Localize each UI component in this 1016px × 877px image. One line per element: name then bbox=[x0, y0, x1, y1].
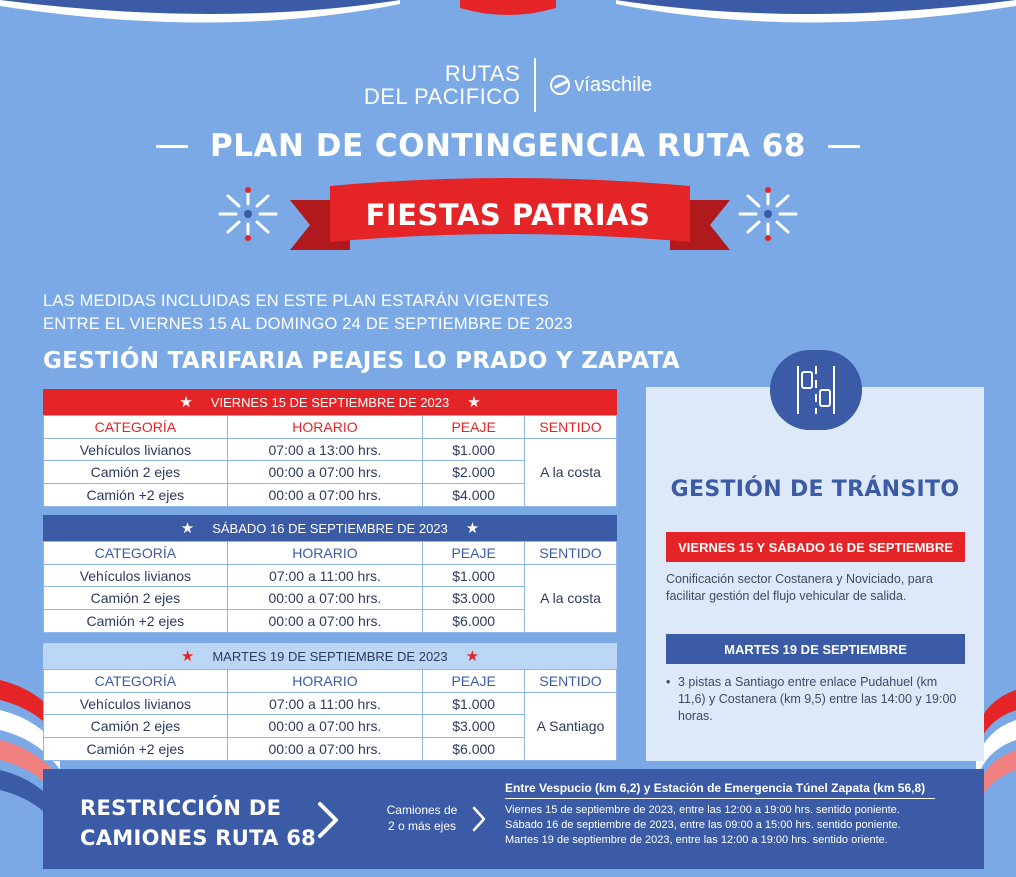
tariff-table-saturday bbox=[43, 515, 617, 633]
col-header-horario: HORARIO bbox=[227, 416, 423, 439]
table-date-header bbox=[43, 643, 617, 669]
firework-icon-right bbox=[734, 186, 802, 242]
col-header-horario: HORARIO bbox=[227, 542, 423, 565]
restriction-item: Martes 19 de septiembre de 2023, entre las 12:00 a 19:00 hrs. sentido oriente. bbox=[505, 834, 888, 846]
transit-block-1-title: VIERNES 15 Y SÁBADO 16 DE SEPTIEMBRE bbox=[666, 532, 965, 562]
title-dash-left bbox=[156, 145, 188, 148]
logo-divider bbox=[534, 58, 536, 112]
cell-category: Camión +2 ejes bbox=[44, 610, 228, 633]
chevron-right-icon bbox=[472, 806, 486, 832]
cell-schedule: 00:00 a 07:00 hrs. bbox=[227, 738, 423, 761]
banner-title: FIESTAS PATRIAS bbox=[365, 198, 651, 232]
star-icon: ★ bbox=[180, 648, 195, 665]
logo-text bbox=[364, 62, 520, 108]
cell-toll: $6.000 bbox=[423, 610, 525, 633]
restriction-heading: Entre Vespucio (km 6,2) y Estación de Emergencia Túnel Zapata (km 56,8) bbox=[505, 781, 926, 795]
restriction-sub-line-2: 2 o más ejes bbox=[387, 819, 457, 833]
table-row bbox=[44, 438, 617, 461]
tariff-table bbox=[43, 415, 617, 507]
star-icon: ★ bbox=[467, 394, 481, 411]
logo-line-2: DEL PACIFICO bbox=[363, 84, 521, 109]
cell-toll: $6.000 bbox=[423, 738, 525, 761]
cell-schedule: 00:00 a 07:00 hrs. bbox=[227, 610, 423, 633]
col-header-peaje: PEAJE bbox=[423, 542, 525, 565]
cell-toll: $4.000 bbox=[423, 484, 525, 507]
cell-schedule: 07:00 a 13:00 hrs. bbox=[227, 438, 423, 461]
restriction-title-line-2: CAMIONES RUTA 68 bbox=[80, 826, 317, 850]
tariff-table-friday bbox=[43, 389, 617, 507]
col-header-categoria: CATEGORÍA bbox=[44, 670, 228, 693]
cell-category: Camión 2 ejes bbox=[44, 715, 228, 738]
tariff-table bbox=[43, 669, 617, 761]
col-header-sentido: SENTIDO bbox=[525, 542, 617, 565]
restriction-sub-line-1: Camiones de bbox=[386, 803, 458, 817]
logo-line-1: RUTAS bbox=[444, 61, 521, 86]
intro-text bbox=[43, 290, 573, 336]
chevron-right-icon bbox=[316, 800, 340, 840]
cell-toll: $3.000 bbox=[423, 715, 525, 738]
col-header-sentido: SENTIDO bbox=[525, 670, 617, 693]
restriction-list bbox=[505, 803, 901, 848]
transit-block-2-title: MARTES 19 DE SEPTIEMBRE bbox=[666, 634, 965, 664]
cell-category: Vehículos livianos bbox=[44, 438, 228, 461]
page-title-row bbox=[0, 128, 1016, 164]
col-header-sentido: SENTIDO bbox=[525, 416, 617, 439]
col-header-peaje: PEAJE bbox=[423, 416, 525, 439]
table-date: SÁBADO 16 DE SEPTIEMBRE DE 2023 bbox=[212, 520, 448, 536]
cell-category: Camión 2 ejes bbox=[44, 461, 228, 484]
cell-category: Vehículos livianos bbox=[44, 564, 228, 587]
restriction-title bbox=[80, 793, 316, 853]
bunting-decoration bbox=[0, 0, 1016, 40]
transit-block-2-item bbox=[666, 674, 966, 725]
table-row bbox=[44, 692, 617, 715]
cell-schedule: 00:00 a 07:00 hrs. bbox=[227, 587, 423, 610]
cell-category: Vehículos livianos bbox=[44, 692, 228, 715]
partner-name: víaschile bbox=[574, 73, 653, 96]
tariff-table-tuesday bbox=[43, 643, 617, 761]
table-date: VIERNES 15 DE SEPTIEMBRE DE 2023 bbox=[210, 394, 450, 410]
transit-block-1-text: Conificación sector Costanera y Noviciado, para facilitar gestión del flujo vehicular de salida. bbox=[666, 572, 933, 603]
intro-line-2: ENTRE EL VIERNES 15 AL DOMINGO 24 DE SEPTIEMBRE DE 2023 bbox=[43, 315, 573, 333]
firework-icon-left bbox=[214, 186, 282, 242]
cell-toll: $2.000 bbox=[423, 461, 525, 484]
cell-direction: A Santiago bbox=[525, 692, 617, 760]
col-header-horario: HORARIO bbox=[227, 670, 423, 693]
table-header-row bbox=[44, 416, 617, 439]
transit-title: GESTIÓN DE TRÁNSITO bbox=[670, 477, 960, 502]
cell-direction: A la costa bbox=[525, 438, 617, 506]
star-icon: ★ bbox=[465, 648, 480, 665]
cell-toll: $1.000 bbox=[423, 692, 525, 715]
partner-logo bbox=[550, 74, 652, 97]
cell-direction: A la costa bbox=[525, 564, 617, 632]
cell-schedule: 07:00 a 11:00 hrs. bbox=[227, 564, 423, 587]
cell-schedule: 00:00 a 07:00 hrs. bbox=[227, 484, 423, 507]
tariff-section-title: GESTIÓN TARIFARIA PEAJES LO PRADO Y ZAPATA bbox=[43, 348, 680, 374]
intro-line-1: LAS MEDIDAS INCLUIDAS EN ESTE PLAN ESTARÁN VIGENTES bbox=[43, 292, 549, 310]
logo bbox=[0, 58, 1016, 112]
table-date-header bbox=[43, 515, 617, 541]
restriction-title-line-1: RESTRICCIÓN DE bbox=[80, 796, 282, 820]
restriction-divider bbox=[505, 798, 935, 799]
road-lanes-icon bbox=[770, 350, 862, 430]
cell-category: Camión 2 ejes bbox=[44, 587, 228, 610]
table-date-header bbox=[43, 389, 617, 415]
table-header-row bbox=[44, 670, 617, 693]
table-date: MARTES 19 DE SEPTIEMBRE DE 2023 bbox=[212, 648, 448, 664]
tariff-table bbox=[43, 541, 617, 633]
col-header-categoria: CATEGORÍA bbox=[44, 542, 228, 565]
restriction-item: Viernes 15 de septiembre de 2023, entre las 12:00 a 19:00 hrs. sentido poniente. bbox=[505, 804, 900, 816]
cell-category: Camión +2 ejes bbox=[44, 738, 228, 761]
cell-toll: $3.000 bbox=[423, 587, 525, 610]
bullet: • bbox=[666, 675, 671, 689]
table-row bbox=[44, 564, 617, 587]
restriction-item: Sábado 16 de septiembre de 2023, entre las 09:00 a 15:00 hrs. sentido poniente. bbox=[505, 819, 901, 831]
star-icon: ★ bbox=[179, 394, 193, 411]
cell-schedule: 07:00 a 11:00 hrs. bbox=[227, 692, 423, 715]
col-header-peaje: PEAJE bbox=[423, 670, 525, 693]
cell-toll: $1.000 bbox=[423, 438, 525, 461]
col-header-categoria: CATEGORÍA bbox=[44, 416, 228, 439]
page-title: PLAN DE CONTINGENCIA RUTA 68 bbox=[210, 128, 806, 164]
table-header-row bbox=[44, 542, 617, 565]
restriction-subtitle bbox=[386, 802, 458, 834]
viaschile-logo-icon bbox=[550, 75, 570, 95]
cell-schedule: 00:00 a 07:00 hrs. bbox=[227, 461, 423, 484]
transit-block-2-text: 3 pistas a Santiago entre enlace Pudahuel (km 11,6) y Costanera (km 9,5) entre las 14:00 y 19:00 horas. bbox=[678, 675, 957, 723]
title-dash-right bbox=[828, 145, 860, 148]
cell-toll: $1.000 bbox=[423, 564, 525, 587]
star-icon: ★ bbox=[465, 520, 480, 537]
cell-schedule: 00:00 a 07:00 hrs. bbox=[227, 715, 423, 738]
cell-category: Camión +2 ejes bbox=[44, 484, 228, 507]
star-icon: ★ bbox=[180, 520, 195, 537]
